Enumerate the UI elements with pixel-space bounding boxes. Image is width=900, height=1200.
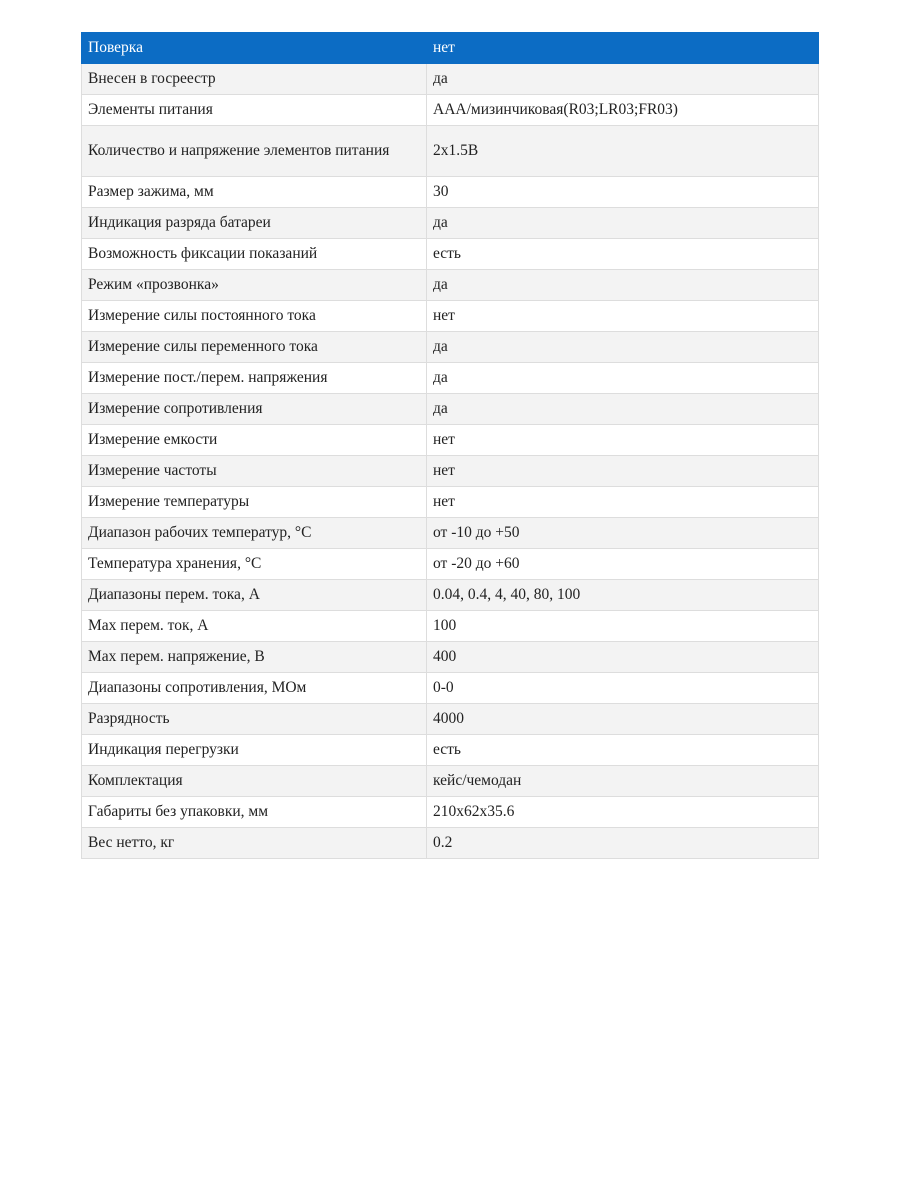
spec-row bbox=[82, 177, 819, 208]
spec-name: Индикация перегрузки bbox=[82, 735, 427, 766]
spec-row bbox=[82, 95, 819, 126]
spec-name: Измерение силы переменного тока bbox=[82, 332, 427, 363]
spec-name: Вес нетто, кг bbox=[82, 828, 427, 859]
spec-value: AAA/мизинчиковая(R03;LR03;FR03) bbox=[427, 95, 819, 126]
spec-row bbox=[82, 673, 819, 704]
spec-row bbox=[82, 642, 819, 673]
spec-row bbox=[82, 487, 819, 518]
spec-name: Комплектация bbox=[82, 766, 427, 797]
spec-value: 30 bbox=[427, 177, 819, 208]
spec-row bbox=[82, 797, 819, 828]
spec-value: от -20 до +60 bbox=[427, 549, 819, 580]
spec-row bbox=[82, 735, 819, 766]
spec-name: Диапазоны сопротивления, МОм bbox=[82, 673, 427, 704]
spec-row bbox=[82, 704, 819, 735]
spec-value: нет bbox=[427, 425, 819, 456]
spec-name: Измерение пост./перем. напряжения bbox=[82, 363, 427, 394]
spec-name: Измерение емкости bbox=[82, 425, 427, 456]
spec-name: Индикация разряда батареи bbox=[82, 208, 427, 239]
spec-row bbox=[82, 828, 819, 859]
spec-value: 0.04, 0.4, 4, 40, 80, 100 bbox=[427, 580, 819, 611]
spec-row bbox=[82, 64, 819, 95]
spec-table bbox=[81, 32, 819, 859]
spec-value: да bbox=[427, 270, 819, 301]
spec-name: Диапазон рабочих температур, °C bbox=[82, 518, 427, 549]
spec-value: да bbox=[427, 208, 819, 239]
spec-name: Разрядность bbox=[82, 704, 427, 735]
spec-name: Элементы питания bbox=[82, 95, 427, 126]
spec-row bbox=[82, 301, 819, 332]
spec-row bbox=[82, 580, 819, 611]
spec-value: 0-0 bbox=[427, 673, 819, 704]
spec-row bbox=[82, 239, 819, 270]
spec-name: Измерение сопротивления bbox=[82, 394, 427, 425]
spec-header-row bbox=[82, 33, 819, 64]
spec-name: Температура хранения, °C bbox=[82, 549, 427, 580]
spec-name: Измерение силы постоянного тока bbox=[82, 301, 427, 332]
spec-value: 100 bbox=[427, 611, 819, 642]
spec-value: 2x1.5В bbox=[427, 126, 819, 177]
spec-value: нет bbox=[427, 487, 819, 518]
spec-name: Режим «прозвонка» bbox=[82, 270, 427, 301]
spec-name: Внесен в госреестр bbox=[82, 64, 427, 95]
spec-name: Габариты без упаковки, мм bbox=[82, 797, 427, 828]
spec-value: нет bbox=[427, 301, 819, 332]
spec-row bbox=[82, 518, 819, 549]
spec-value: 210x62x35.6 bbox=[427, 797, 819, 828]
spec-value: кейс/чемодан bbox=[427, 766, 819, 797]
spec-value: да bbox=[427, 394, 819, 425]
spec-name: Диапазоны перем. тока, А bbox=[82, 580, 427, 611]
spec-name: Размер зажима, мм bbox=[82, 177, 427, 208]
spec-header-name: Поверка bbox=[82, 33, 427, 64]
spec-row bbox=[82, 394, 819, 425]
spec-table-body bbox=[82, 33, 819, 859]
spec-value: есть bbox=[427, 239, 819, 270]
spec-value: нет bbox=[427, 456, 819, 487]
spec-row bbox=[82, 208, 819, 239]
spec-name: Измерение температуры bbox=[82, 487, 427, 518]
spec-header-value: нет bbox=[427, 33, 819, 64]
spec-row bbox=[82, 549, 819, 580]
spec-row bbox=[82, 270, 819, 301]
spec-name: Max перем. напряжение, В bbox=[82, 642, 427, 673]
spec-row bbox=[82, 456, 819, 487]
spec-row bbox=[82, 332, 819, 363]
spec-value: есть bbox=[427, 735, 819, 766]
spec-value: да bbox=[427, 363, 819, 394]
spec-value: от -10 до +50 bbox=[427, 518, 819, 549]
spec-name: Измерение частоты bbox=[82, 456, 427, 487]
spec-name: Max перем. ток, А bbox=[82, 611, 427, 642]
spec-row bbox=[82, 766, 819, 797]
spec-name: Возможность фиксации показаний bbox=[82, 239, 427, 270]
spec-name: Количество и напряжение элементов питания bbox=[82, 126, 427, 177]
spec-value: да bbox=[427, 332, 819, 363]
spec-row bbox=[82, 126, 819, 177]
spec-value: 0.2 bbox=[427, 828, 819, 859]
spec-row bbox=[82, 611, 819, 642]
spec-row bbox=[82, 363, 819, 394]
spec-row bbox=[82, 425, 819, 456]
spec-value: 4000 bbox=[427, 704, 819, 735]
spec-value: да bbox=[427, 64, 819, 95]
spec-value: 400 bbox=[427, 642, 819, 673]
